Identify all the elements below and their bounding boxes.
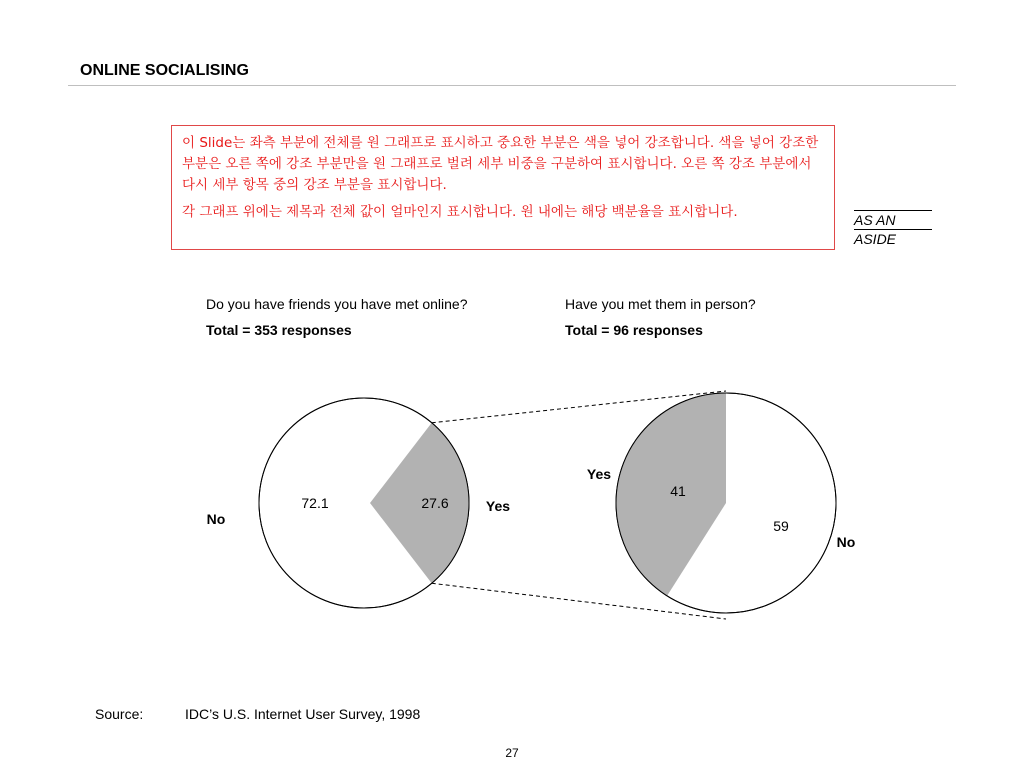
note-paragraph-1: 이 Slide는 좌측 부분에 전체를 원 그래프로 표시하고 중요한 부분은 색을 넣어 강조합니다. 색을 넣어 강조한 부분은 오른 쪽에 강조 부분만을 원 그래프로 벌려 세부 비중을 구분하여 표시합니다. 오른 쪽 강조 부분에서 다시 세부 항목 중의 강조 부분을 표시합니다. [182,135,819,193]
chart2-question: Have you met them in person? [565,296,756,312]
pie2-value-yes: 41 [670,483,686,499]
aside-line-2: ASIDE [854,231,897,247]
aside-line-1: AS AN [854,212,896,228]
source-citation: IDC’s U.S. Internet User Survey, 1998 [185,706,421,722]
page-number: 27 [505,746,519,760]
pie1-value-no: 72.1 [301,495,329,511]
slide-title: ONLINE SOCIALISING [80,62,249,79]
chart2-total: Total = 96 responses [565,322,703,338]
pie1-value-yes: 27.6 [421,495,449,511]
pie2-value-no: 59 [773,518,789,534]
source-label: Source: [95,706,144,722]
chart1-question: Do you have friends you have met online? [206,296,468,312]
chart1-total: Total = 353 responses [206,322,352,338]
note-paragraph-2: 각 그래프 위에는 제목과 전체 값이 얼마인지 표시합니다. 원 내에는 해당 백분율을 표시합니다. [182,204,738,220]
pie1-label-no: No [206,511,226,527]
pie1-label-yes: Yes [485,498,511,514]
pie2-label-yes: Yes [586,466,612,482]
pie2-label-no: No [836,534,856,550]
